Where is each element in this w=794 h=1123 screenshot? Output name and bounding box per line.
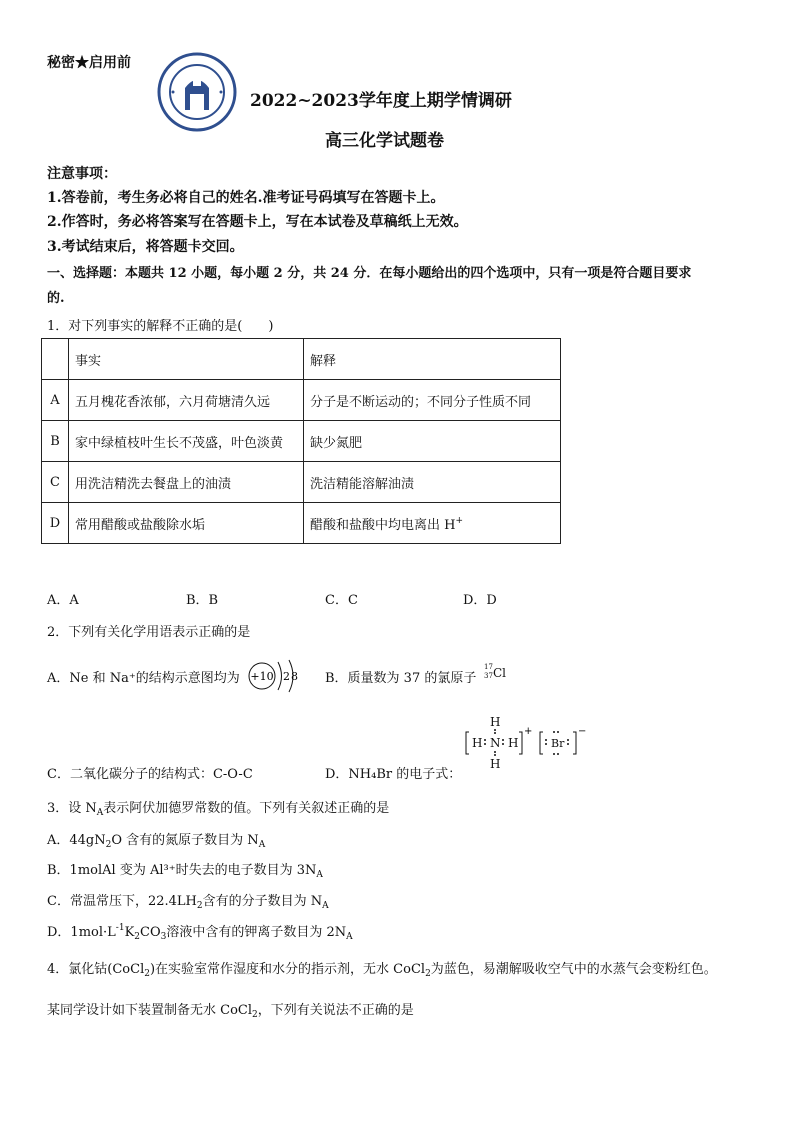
q1-option-d: D．D bbox=[463, 593, 497, 608]
table-row bbox=[42, 462, 561, 503]
q3-a-start: A．44gN bbox=[47, 833, 106, 848]
q3-option-d: D．$1mol\cdot L^{-1}K_2CO_3$溶液中含有的钾离子数目为 $2N_A$ bbox=[47, 923, 353, 942]
q3-a-rest: O 含有的氮原子数目为 N bbox=[111, 833, 259, 848]
q3-b-text: B．1molAl 变为 Al³⁺时失去的电子数目为 3N bbox=[47, 863, 317, 878]
nucleus-charge: +10 bbox=[250, 670, 274, 683]
table-header bbox=[42, 339, 69, 380]
exam-subtitle: 高三化学试题卷 bbox=[325, 131, 444, 151]
row-label: B bbox=[42, 421, 69, 462]
q3-option-a: A．$44gN_2O$ 含有的氮原子数目为 $N_A$ bbox=[47, 833, 266, 850]
svg-text:−: − bbox=[578, 726, 587, 737]
fact-cell: 五月槐花香浓郁，六月荷塘清久远 bbox=[69, 380, 304, 421]
section-instruction: 一、选择题：本题共 12 小题，每小题 2 分，共 24 分．在每小题给出的四个选项中，只有一项是符合题目要求 bbox=[47, 266, 692, 281]
q3-d-start: D．1mol·L bbox=[47, 925, 116, 940]
q3-d-mid2: CO bbox=[140, 925, 161, 940]
section-instruction-cont: 的. bbox=[47, 291, 65, 306]
explanation-cell: 分子是不断运动的；不同分子性质不同 bbox=[304, 380, 561, 421]
n-atom: N bbox=[490, 736, 501, 750]
q3-d-mid: K bbox=[124, 925, 135, 940]
q3-option-b: B．1molAl 变为 Al³⁺时失去的电子数目为 $3N_A$ bbox=[47, 863, 323, 880]
table-header-row bbox=[42, 339, 561, 380]
facts-table bbox=[41, 338, 561, 544]
notes-item: 1.答卷前，考生务必将自己的姓名.准考证号码填写在答题卡上。 bbox=[47, 190, 445, 206]
q3-c-start: C．常温常压下，22.4LH bbox=[47, 894, 197, 909]
ammonium-bromide-electron-formula bbox=[462, 712, 592, 774]
shell-2-count: 8 bbox=[291, 670, 298, 683]
q1-option-b: B．B bbox=[186, 593, 219, 608]
q3-stem-rest: 表示阿伏加德罗常数的值。下列有关叙述正确的是 bbox=[103, 801, 390, 816]
row-label: C bbox=[42, 462, 69, 503]
question-4-stem-cont: 某同学设计如下装置制备无水 CoCl$_2$，下列有关说法不正确的是 bbox=[47, 1003, 414, 1020]
q3-d-rest: 溶液中含有的钾离子数目为 2N bbox=[166, 925, 347, 940]
fact-cell: 常用醋酸或盐酸除水垢 bbox=[69, 503, 304, 544]
row-label: D bbox=[42, 503, 69, 544]
isotope-top-number: 17 bbox=[484, 663, 493, 671]
h-atom: H bbox=[508, 736, 519, 750]
notes-heading: 注意事项： bbox=[47, 166, 117, 182]
fact-cell: 用洗洁精洗去餐盘上的油渍 bbox=[69, 462, 304, 503]
question-4-stem: 4．氯化钴(CoCl$_2$)在实验室常作湿度和水分的指示剂，无水 CoCl$_2$为蓝色，易潮解吸收空气中的水蒸气会变粉红色。 bbox=[47, 962, 717, 979]
isotope-bottom-number: 37 bbox=[484, 672, 493, 680]
q2-option-b: B．质量数为 37 的氯原子 bbox=[325, 671, 477, 686]
h-atom: H bbox=[490, 715, 501, 729]
table-header: 解释 bbox=[304, 339, 561, 380]
question-2-stem: 2．下列有关化学用语表示正确的是 bbox=[47, 625, 251, 640]
svg-text:+: + bbox=[524, 726, 533, 737]
table-row bbox=[42, 503, 561, 544]
h-atom: H bbox=[490, 757, 501, 771]
q3-stem-start: 3．设 N bbox=[47, 801, 97, 816]
explanation-cell: 洗洁精能溶解油渍 bbox=[304, 462, 561, 503]
row-label: A bbox=[42, 380, 69, 421]
q3-option-c: C．常温常压下，$22.4LH_2$含有的分子数目为 $N_A$ bbox=[47, 894, 329, 911]
q3-c-rest: 含有的分子数目为 N bbox=[202, 894, 323, 909]
q2-option-d: D．NH₄Br 的电子式： bbox=[325, 767, 462, 782]
school-logo bbox=[157, 52, 237, 132]
q4-line1-start: 4．氯化钴(CoCl bbox=[47, 962, 145, 977]
isotope-symbol: Cl bbox=[493, 666, 507, 680]
explanation-text: 醋酸和盐酸中均电离出 H bbox=[310, 517, 456, 533]
q4-line1-rest: 为蓝色，易潮解吸收空气中的水蒸气会变粉红色。 bbox=[430, 962, 717, 977]
br-atom: Br bbox=[551, 737, 565, 750]
explanation-cell bbox=[304, 503, 561, 544]
notes-item: 2.作答时，务必将答案写在答题卡上，写在本试卷及草稿纸上无效。 bbox=[47, 214, 468, 230]
question-3-stem: 3．设 $N_A$表示阿伏加德罗常数的值。下列有关叙述正确的是 bbox=[47, 801, 390, 818]
h-atom: H bbox=[472, 736, 483, 750]
q1-option-c: C．C bbox=[325, 593, 358, 608]
fact-cell: 家中绿植枝叶生长不茂盛，叶色淡黄 bbox=[69, 421, 304, 462]
notes-item: 3.考试结束后，将答题卡交回。 bbox=[47, 239, 244, 255]
plus-sign: + bbox=[455, 515, 464, 526]
q1-option-a: A．A bbox=[47, 593, 79, 608]
explanation-cell: 缺少氮肥 bbox=[304, 421, 561, 462]
q4-line2-rest: ，下列有关说法不正确的是 bbox=[257, 1003, 414, 1018]
atomic-structure-diagram bbox=[245, 656, 305, 696]
exam-title: 2022~2023学年度上期学情调研 bbox=[250, 91, 512, 111]
q2-option-c: C．二氧化碳分子的结构式：C-O-C bbox=[47, 767, 253, 782]
table-header: 事实 bbox=[69, 339, 304, 380]
q4-line1-mid: )在实验室常作湿度和水分的指示剂，无水 CoCl bbox=[149, 962, 426, 977]
q4-line2-start: 某同学设计如下装置制备无水 CoCl bbox=[47, 1003, 253, 1018]
question-1-stem: 1．对下列事实的解释不正确的是( ) bbox=[47, 319, 274, 334]
table-row bbox=[42, 421, 561, 462]
shell-1-count: 2 bbox=[283, 670, 290, 683]
q2-option-a: A．Ne 和 Na⁺的结构示意图均为 bbox=[47, 671, 240, 686]
table-row bbox=[42, 380, 561, 421]
chlorine-isotope bbox=[484, 663, 510, 683]
secret-label: 秘密★启用前 bbox=[47, 55, 131, 71]
